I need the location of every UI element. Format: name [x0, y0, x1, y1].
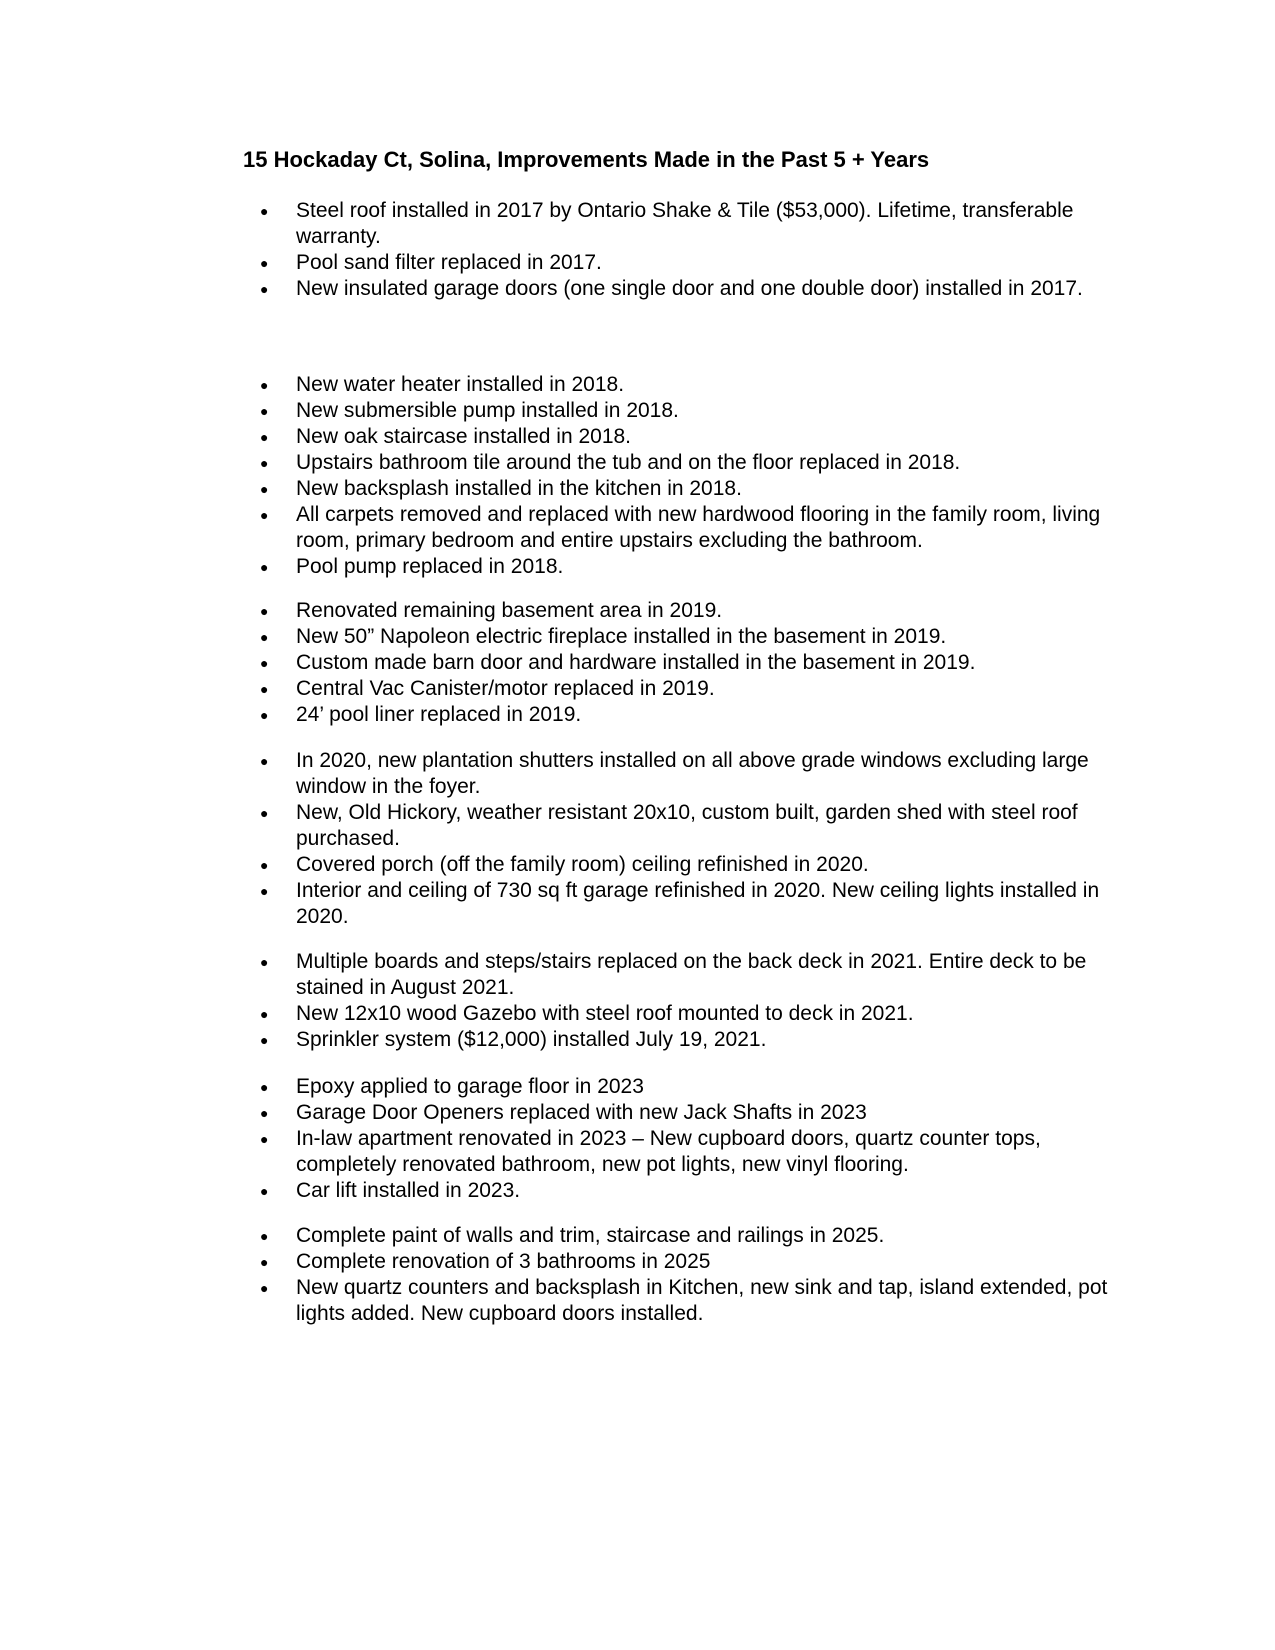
list-item-text: Custom made barn door and hardware installed in the basement in 2019.: [296, 651, 976, 674]
list-item-text: Renovated remaining basement area in 2019.: [296, 599, 723, 622]
list-item-text: In-law apartment renovated in 2023 – New cupboard doors, quartz counter tops, completely renovated bathroom, new pot lights, new vinyl flooring.: [296, 1127, 1041, 1176]
list-item: [243, 1249, 1123, 1275]
list-item-text: Complete renovation of 3 bathrooms in 2025: [296, 1250, 711, 1273]
list-item-text: Upstairs bathroom tile around the tub and on the floor replaced in 2018.: [296, 451, 961, 474]
improvement-group: [243, 598, 1123, 728]
list-item: [243, 1001, 1123, 1027]
list-item: [243, 1178, 1123, 1204]
list-item: [243, 949, 1123, 1001]
bullet-icon: ●: [260, 857, 269, 873]
bullet-icon: ●: [260, 1280, 269, 1296]
list-item: [243, 502, 1123, 554]
list-item-text: Car lift installed in 2023.: [296, 1179, 521, 1202]
improvement-group: [243, 1074, 1123, 1204]
list-item-text: New 12x10 wood Gazebo with steel roof mounted to deck in 2021.: [296, 1002, 914, 1025]
list-item-text: Epoxy applied to garage floor in 2023: [296, 1075, 644, 1098]
bullet-icon: ●: [260, 1105, 269, 1121]
bullet-icon: ●: [260, 805, 269, 821]
list-item-text: Covered porch (off the family room) ceiling refinished in 2020.: [296, 853, 869, 876]
list-item-text: New insulated garage doors (one single door and one double door) installed in 2017.: [296, 277, 1083, 300]
list-item: [243, 702, 1123, 728]
bullet-icon: ●: [260, 255, 269, 271]
list-item: [243, 598, 1123, 624]
bullet-icon: ●: [260, 481, 269, 497]
bullet-icon: ●: [260, 1006, 269, 1022]
bullet-icon: ●: [260, 629, 269, 645]
list-item-text: New backsplash installed in the kitchen in 2018.: [296, 477, 742, 500]
list-item-text: 24’ pool liner replaced in 2019.: [296, 703, 582, 726]
list-item: [243, 878, 1123, 930]
list-item-text: New water heater installed in 2018.: [296, 373, 625, 396]
list-item-text: New, Old Hickory, weather resistant 20x10, custom built, garden shed with steel roof purchased.: [296, 801, 1078, 850]
bullet-icon: ●: [260, 1079, 269, 1095]
bullet-icon: ●: [260, 507, 269, 523]
improvement-group: [243, 949, 1123, 1053]
improvement-group: [243, 1223, 1123, 1327]
list-item: [243, 1074, 1123, 1100]
bullet-icon: ●: [260, 403, 269, 419]
list-item: [243, 852, 1123, 878]
bullet-icon: ●: [260, 1183, 269, 1199]
list-item: [243, 1223, 1123, 1249]
list-item-text: New 50” Napoleon electric fireplace installed in the basement in 2019.: [296, 625, 947, 648]
list-item: [243, 554, 1123, 580]
bullet-icon: ●: [260, 1032, 269, 1048]
list-item-text: Sprinkler system ($12,000) installed July 19, 2021.: [296, 1028, 767, 1051]
list-item: [243, 424, 1123, 450]
list-item: [243, 676, 1123, 702]
list-item: [243, 650, 1123, 676]
bullet-icon: ●: [260, 753, 269, 769]
improvement-group: [243, 198, 1123, 302]
list-item: [243, 1027, 1123, 1053]
bullet-icon: ●: [260, 603, 269, 619]
bullet-icon: ●: [260, 429, 269, 445]
list-item: [243, 1275, 1123, 1327]
bullet-icon: ●: [260, 455, 269, 471]
list-item-text: Multiple boards and steps/stairs replaced on the back deck in 2021. Entire deck to be stained in August 2021.: [296, 950, 1087, 999]
bullet-icon: ●: [260, 281, 269, 297]
bullet-icon: ●: [260, 655, 269, 671]
list-item: [243, 450, 1123, 476]
improvement-group: [243, 372, 1123, 580]
list-item-text: Central Vac Canister/motor replaced in 2019.: [296, 677, 715, 700]
bullet-icon: ●: [260, 559, 269, 575]
list-item: [243, 800, 1123, 852]
bullet-icon: ●: [260, 1228, 269, 1244]
document-title: 15 Hockaday Ct, Solina, Improvements Made in the Past 5 + Years: [243, 147, 930, 172]
list-item-text: Pool sand filter replaced in 2017.: [296, 251, 602, 274]
bullet-icon: ●: [260, 954, 269, 970]
list-item-text: New oak staircase installed in 2018.: [296, 425, 632, 448]
list-item-text: Garage Door Openers replaced with new Jack Shafts in 2023: [296, 1101, 867, 1124]
list-item: [243, 1100, 1123, 1126]
list-item-text: Pool pump replaced in 2018.: [296, 555, 564, 578]
bullet-icon: ●: [260, 681, 269, 697]
list-item-text: In 2020, new plantation shutters installed on all above grade windows excluding large window in the foyer.: [296, 749, 1089, 798]
list-item-text: Complete paint of walls and trim, staircase and railings in 2025.: [296, 1224, 885, 1247]
bullet-icon: ●: [260, 203, 269, 219]
list-item: [243, 748, 1123, 800]
list-item: [243, 624, 1123, 650]
list-item-text: New quartz counters and backsplash in Kitchen, new sink and tap, island extended, pot lights added. New cupboard doors installed.: [296, 1276, 1108, 1325]
bullet-icon: ●: [260, 1254, 269, 1270]
list-item: [243, 372, 1123, 398]
list-item-text: Steel roof installed in 2017 by Ontario Shake & Tile ($53,000). Lifetime, transferable warranty.: [296, 199, 1074, 248]
list-item: [243, 250, 1123, 276]
bullet-icon: ●: [260, 1131, 269, 1147]
bullet-icon: ●: [260, 707, 269, 723]
list-item-text: New submersible pump installed in 2018.: [296, 399, 679, 422]
list-item: [243, 1126, 1123, 1178]
improvement-group: [243, 748, 1123, 930]
bullet-icon: ●: [260, 883, 269, 899]
list-item-text: Interior and ceiling of 730 sq ft garage refinished in 2020. New ceiling lights installed in 2020.: [296, 879, 1100, 928]
list-item-text: All carpets removed and replaced with new hardwood flooring in the family room, living room, primary bedroom and entire upstairs excluding the bathroom.: [296, 503, 1101, 552]
list-item: [243, 476, 1123, 502]
list-item: [243, 276, 1123, 302]
bullet-icon: ●: [260, 377, 269, 393]
list-item: [243, 198, 1123, 250]
list-item: [243, 398, 1123, 424]
